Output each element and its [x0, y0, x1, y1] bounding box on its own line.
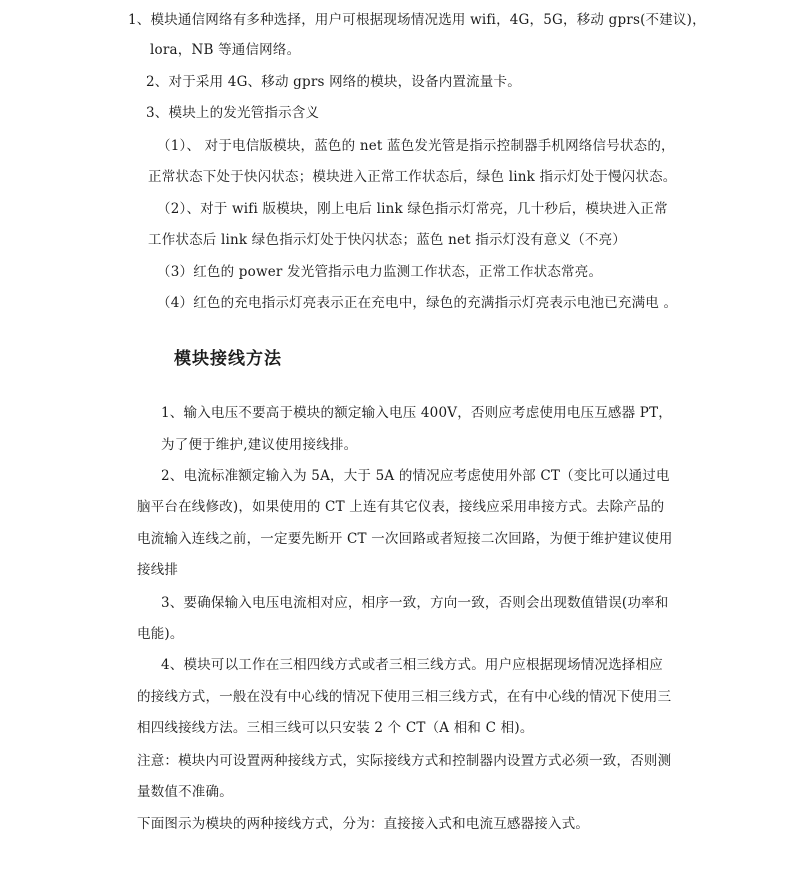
p2-line3: 电流输入连线之前，一定要先断开 CT 一次回路或者短接二次回路，为便于维护建议使用 [137, 531, 673, 547]
item1-line1: 1、模块通信网络有多种选择，用户可根据现场情况选用 wifi，4G，5G，移动 gprs(不建议)， [128, 12, 706, 28]
sub2-line2: 工作状态后 link 绿色指示灯处于快闪状态；蓝色 net 指示灯没有意义（不亮） [148, 232, 626, 248]
p2-line2: 脑平台在线修改)，如果使用的 CT 上连有其它仪表，接线应采用串接方式。去除产品的 [137, 499, 665, 515]
sub4-line: （4）红色的充电指示灯亮表示正在充电中，绿色的充满指示灯亮表示电池已充满电 。 [157, 295, 678, 311]
sub2-line1: （2）、对于 wifi 版模块，刚上电后 link 绿色指示灯常亮，几十秒后，模块进入正常 [157, 201, 668, 217]
p2-line1: 2、电流标准额定输入为 5A，大于 5A 的情况应考虑使用外部 CT（变比可以通过电 [161, 468, 670, 484]
p3-line2: 电能)。 [137, 626, 184, 642]
sub1-line2: 正常状态下处于快闪状态；模块进入正常工作状态后，绿色 link 指示灯处于慢闪状态。 [148, 169, 677, 185]
section-heading: 模块接线方法 [174, 349, 282, 369]
item2-line: 2、对于采用 4G、移动 gprs 网络的模块，设备内置流量卡。 [146, 74, 521, 90]
note-line2: 量数值不准确。 [137, 784, 233, 800]
p1-line2: 为了便于维护,建议使用接线排。 [161, 437, 358, 453]
p4-line3: 相四线接线方法。三相三线可以只安装 2 个 CT（A 相和 C 相)。 [137, 720, 534, 736]
sub1-line1: （1）、 对于电信版模块，蓝色的 net 蓝色发光管是指示控制器手机网络信号状态的， [157, 138, 675, 154]
p4-line1: 4、模块可以工作在三相四线方式或者三相三线方式。用户应根据现场情况选择相应 [161, 657, 663, 673]
p4-line2: 的接线方式，一般在没有中心线的情况下使用三相三线方式，在有中心线的情况下使用三 [137, 689, 672, 705]
p1-line1: 1、输入电压不要高于模块的额定输入电压 400V，否则应考虑使用电压互感器 PT， [161, 405, 672, 421]
p2-line4: 接线排 [137, 562, 179, 578]
item3-line: 3、模块上的发光管指示含义 [146, 105, 320, 121]
final-line: 下面图示为模块的两种接线方式，分为：直接接入式和电流互感器接入式。 [137, 816, 590, 832]
item1-line2: lora，NB 等通信网络。 [150, 42, 301, 58]
sub3-line: （3）红色的 power 发光管指示电力监测工作状态，正常工作状态常亮。 [157, 264, 603, 280]
p3-line1: 3、要确保输入电压电流相对应，相序一致，方向一致，否则会出现数值错误(功率和 [161, 595, 669, 611]
note-line1: 注意：模块内可设置两种接线方式，实际接线方式和控制器内设置方式必须一致，否则测 [137, 753, 672, 769]
